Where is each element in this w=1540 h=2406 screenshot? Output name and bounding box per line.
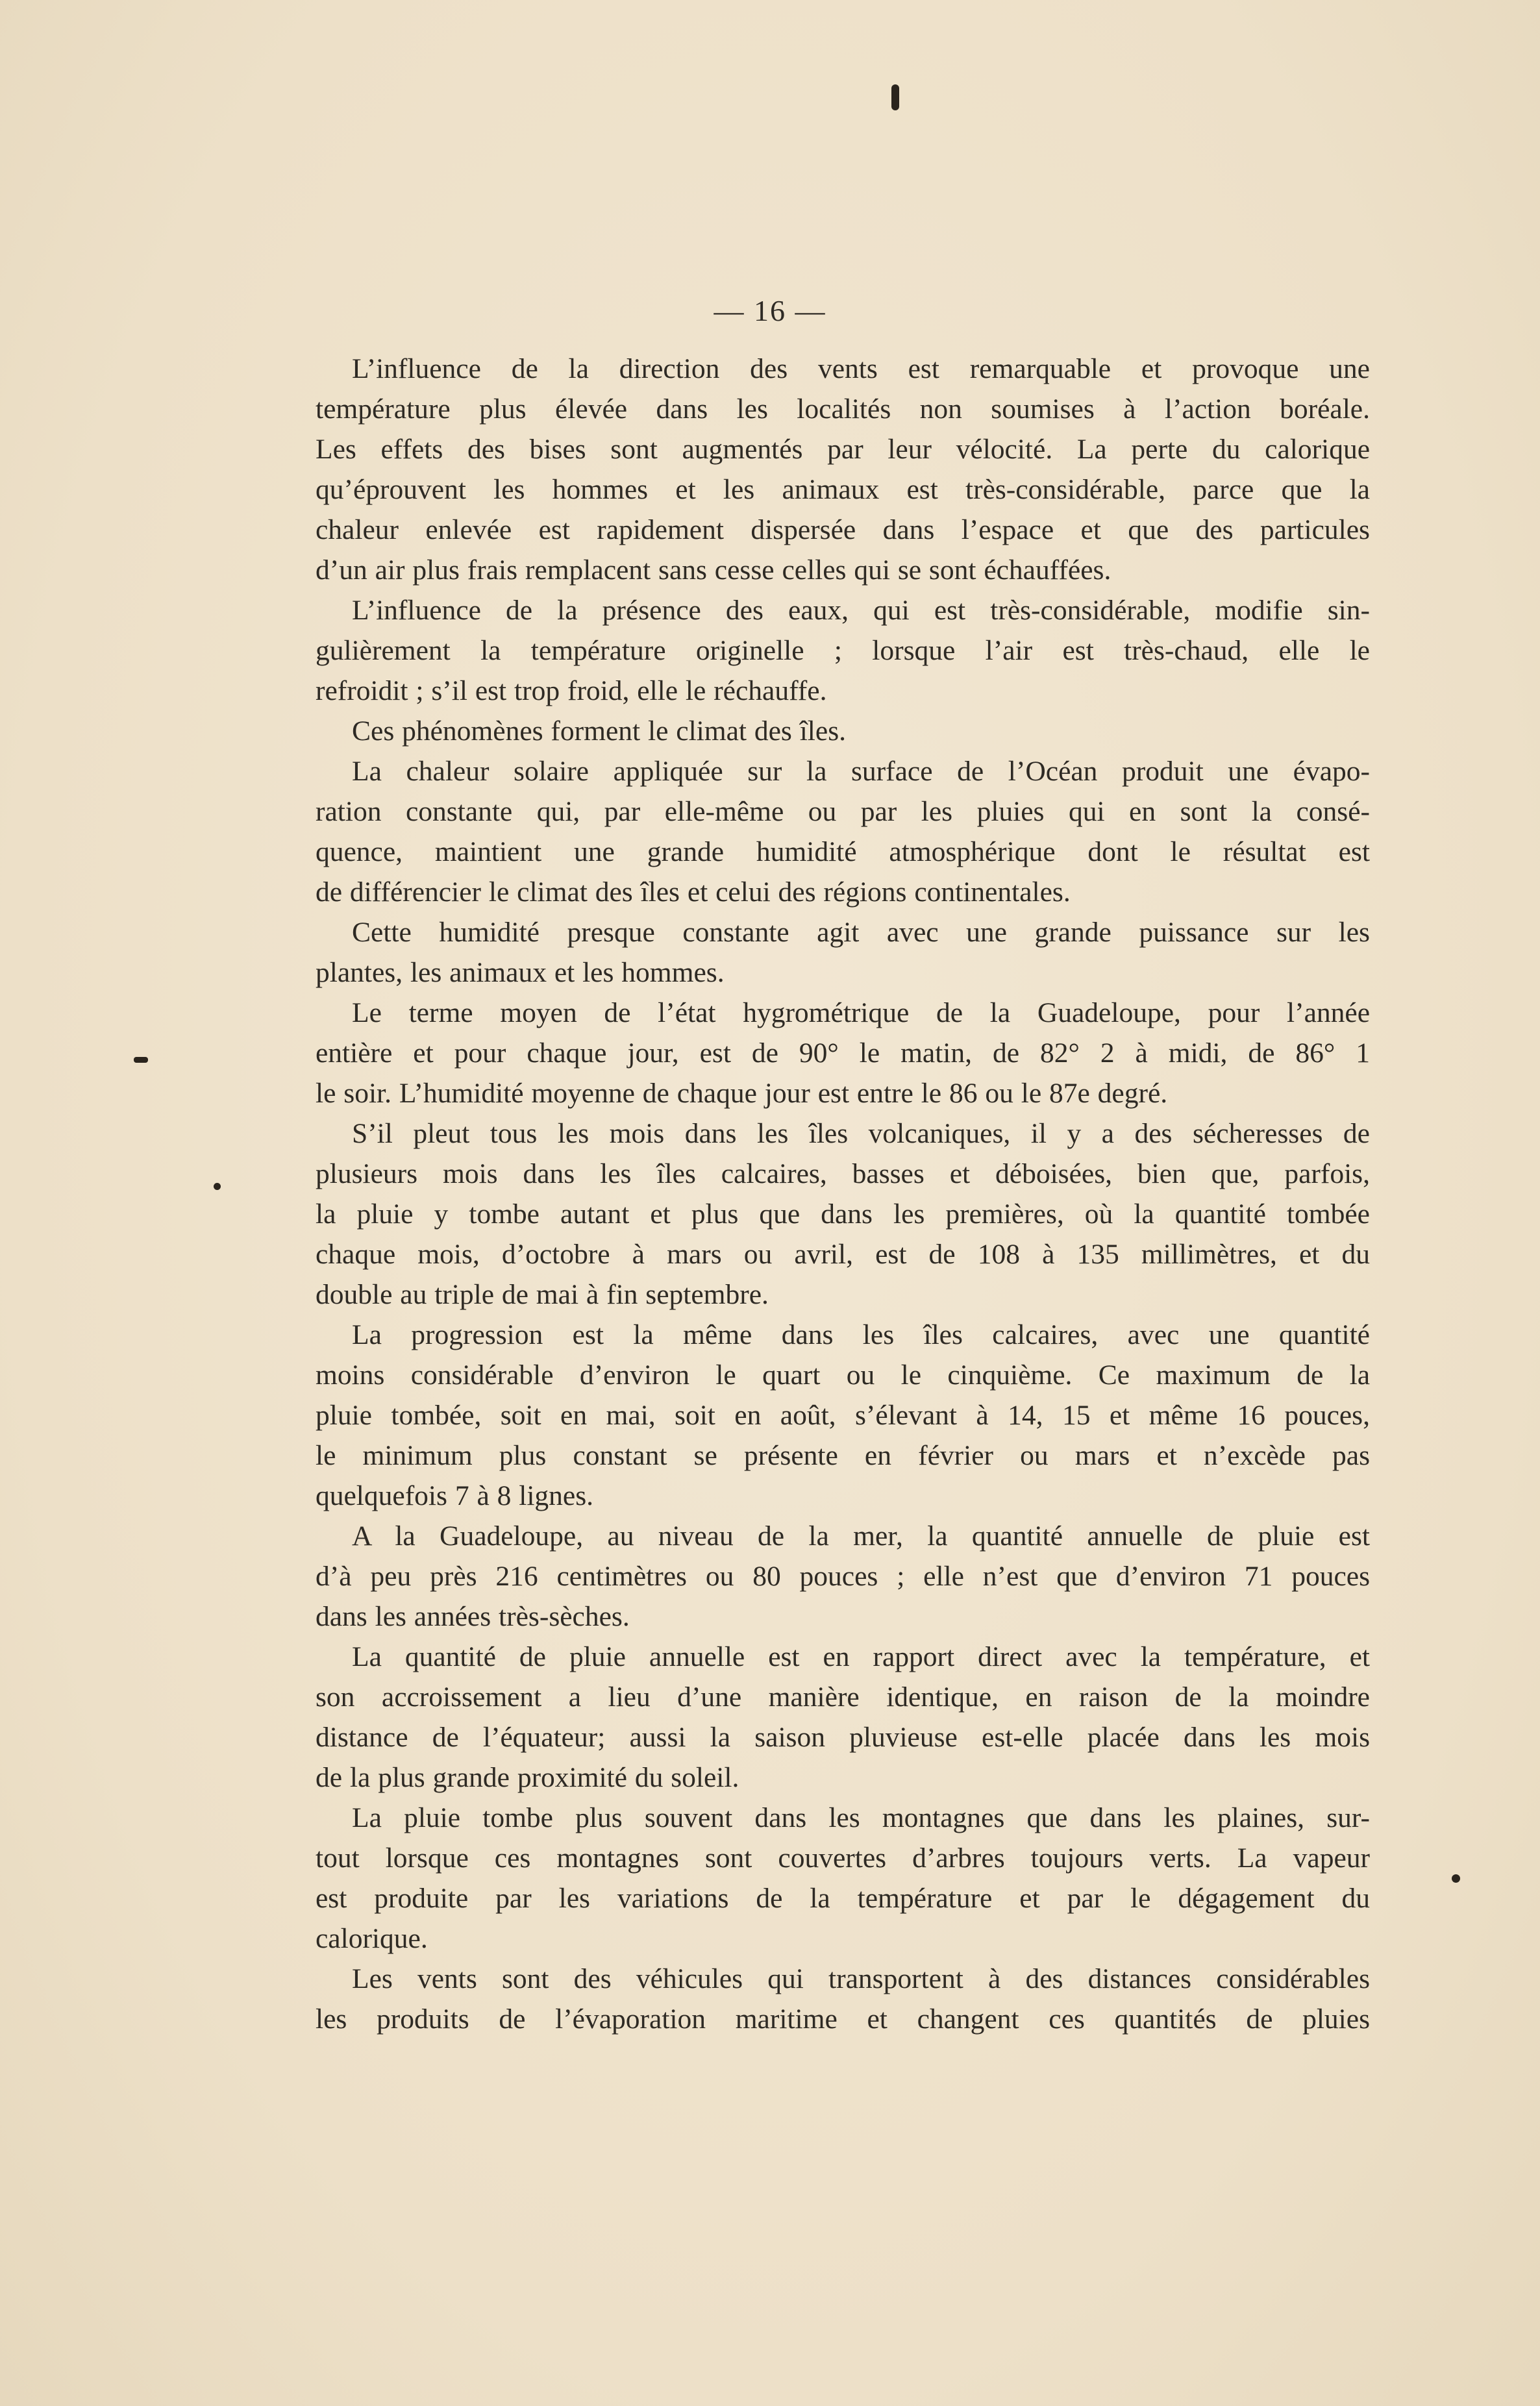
text-line: S’il pleut tous les mois dans les îles volcaniques, il y a des sécheresses de (352, 1118, 1370, 1149)
text-line: quelquefois 7 à 8 lignes. (316, 1480, 594, 1511)
text-line: L’influence de la direction des vents est remarquable et provoque une (352, 353, 1370, 384)
text-line: température plus élevée dans les localités non soumises à l’action boréale. (316, 393, 1370, 425)
text-line: calorique. (316, 1923, 428, 1954)
text-line: Le terme moyen de l’état hygrométrique de la Guadeloupe, pour l’année (352, 997, 1370, 1028)
page-number: — 16 — (714, 294, 826, 327)
text-line: le minimum plus constant se présente en février ou mars et n’excède pas (316, 1440, 1370, 1471)
text-line: moins considérable d’environ le quart ou le cinquième. Ce maximum de la (316, 1359, 1370, 1391)
text-line: plusieurs mois dans les îles calcaires, basses et déboisées, bien que, parfois, (316, 1158, 1370, 1189)
text-line: de différencier le climat des îles et celui des régions continentales. (316, 876, 1071, 908)
ink-mark-left-2 (214, 1183, 221, 1190)
text-line: Les effets des bises sont augmentés par leur vélocité. La perte du calorique (316, 434, 1370, 465)
text-line: la pluie y tombe autant et plus que dans les premières, où la quantité tombée (316, 1198, 1370, 1230)
ink-mark-top (891, 84, 899, 110)
text-line: dans les années très-sèches. (316, 1601, 630, 1632)
text-line: double au triple de mai à fin septembre. (316, 1279, 769, 1310)
body-text (316, 349, 1370, 2039)
text-line: A la Guadeloupe, au niveau de la mer, la quantité annuelle de pluie est (352, 1520, 1370, 1552)
text-line: qu’éprouvent les hommes et les animaux est très-considérable, parce que la (316, 474, 1370, 505)
text-line: refroidit ; s’il est trop froid, elle le réchauffe. (316, 675, 827, 706)
text-line: La progression est la même dans les îles calcaires, avec une quantité (352, 1319, 1370, 1350)
text-line: plantes, les animaux et les hommes. (316, 957, 725, 988)
text-line: le soir. L’humidité moyenne de chaque jour est entre le 86 ou le 87e degré. (316, 1078, 1168, 1109)
text-line: de la plus grande proximité du soleil. (316, 1762, 739, 1793)
text-line: d’à peu près 216 centimètres ou 80 pouces ; elle n’est que d’environ 71 pouces (316, 1561, 1370, 1592)
ink-mark-right (1452, 1874, 1460, 1883)
text-line: son accroissement a lieu d’une manière identique, en raison de la moindre (316, 1681, 1370, 1713)
ink-mark-left-1 (134, 1057, 148, 1063)
text-line: chaque mois, d’octobre à mars ou avril, est de 108 à 135 millimètres, et du (316, 1239, 1370, 1270)
text-line: tout lorsque ces montagnes sont couvertes d’arbres toujours verts. La vapeur (316, 1842, 1370, 1874)
text-line: pluie tombée, soit en mai, soit en août, s’élevant à 14, 15 et même 16 pouces, (316, 1400, 1370, 1431)
text-line: quence, maintient une grande humidité atmosphérique dont le résultat est (316, 836, 1370, 867)
text-line: Cette humidité presque constante agit avec une grande puissance sur les (352, 917, 1370, 948)
text-line: d’un air plus frais remplacent sans cesse celles qui se sont échauffées. (316, 554, 1112, 586)
text-line: ration constante qui, par elle-même ou par les pluies qui en sont la consé- (316, 796, 1370, 827)
text-line: les produits de l’évaporation maritime et changent ces quantités de pluies (316, 2003, 1370, 2035)
text-line: La chaleur solaire appliquée sur la surface de l’Océan produit une évapo- (352, 756, 1370, 787)
text-line: chaleur enlevée est rapidement dispersée dans l’espace et que des particules (316, 514, 1370, 545)
text-line: est produite par les variations de la température et par le dégagement du (316, 1883, 1370, 1914)
text-line: distance de l’équateur; aussi la saison pluvieuse est-elle placée dans les mois (316, 1722, 1370, 1753)
text-line: gulièrement la température originelle ; lorsque l’air est très-chaud, elle le (316, 635, 1370, 666)
text-line: entière et pour chaque jour, est de 90° le matin, de 82° 2 à midi, de 86° 1 (316, 1037, 1370, 1069)
text-line: La pluie tombe plus souvent dans les montagnes que dans les plaines, sur- (352, 1802, 1370, 1833)
text-line: Les vents sont des véhicules qui transportent à des distances considérables (352, 1963, 1370, 1994)
text-line: La quantité de pluie annuelle est en rapport direct avec la température, et (352, 1641, 1370, 1672)
text-line: Ces phénomènes forment le climat des îles. (352, 715, 847, 747)
text-line: L’influence de la présence des eaux, qui est très-considérable, modifie sin- (352, 595, 1370, 626)
